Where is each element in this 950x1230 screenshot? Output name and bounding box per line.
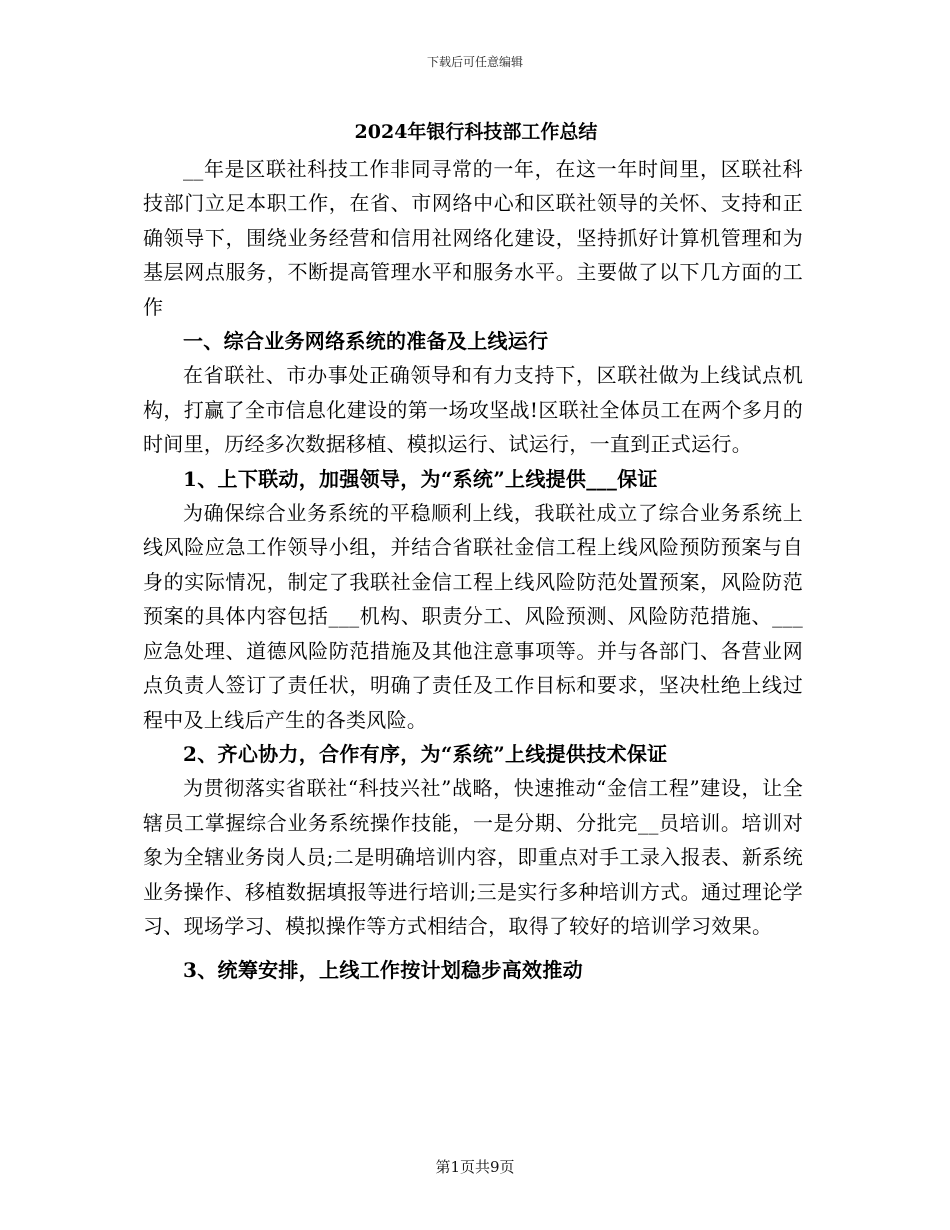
document-body — [143, 112, 803, 988]
subsection-2-paragraph: 为贯彻落实省联社“科技兴社”战略，快速推动“金信工程”建设，让全辖员工掌握综合业务系统操作技能，一是分期、分批完__员培训。培训对象为全辖业务岗人员;二是明确培训内容，即重点对手工录入报表、新系统业务操作、移植数据填报等进行培训;三是实行多种培训方式。通过理论学习、现场学习、模拟操作等方式相结合，取得了较好的培训学习效果。 — [143, 776, 803, 938]
intro-paragraph: __年是区联社科技工作非同寻常的一年，在这一年时间里，区联社科技部门立足本职工作，在省、市网络中心和区联社领导的关怀、支持和正确领导下，围绕业务经营和信用社网络化建设，坚持抓好计算机管理和为基层网点服务，不断提高管理水平和服务水平。主要做了以下几方面的工作 — [143, 157, 803, 319]
page-header-note: 下载后可任意编辑 — [426, 55, 523, 69]
document-title: 2024年银行科技部工作总结 — [354, 121, 598, 143]
page-number: 第1页共9页 — [435, 1158, 515, 1176]
section-1-heading: 一、综合业务网络系统的准备及上线运行 — [183, 329, 549, 354]
subsection-2-heading: 2、齐心协力，合作有序，为“系统”上线提供技术保证 — [183, 741, 668, 766]
section-1-paragraph: 在省联社、市办事处正确领导和有力支持下，区联社做为上线试点机构，打赢了全市信息化建设的第一场攻坚战!区联社全体员工在两个多月的时间里，历经多次数据移植、模拟运行、试运行，一直到正式运行。 — [143, 363, 803, 457]
subsection-3-heading: 3、统筹安排，上线工作按计划稳步高效推动 — [183, 958, 583, 983]
subsection-1-heading: 1、上下联动，加强领导，为“系统”上线提供___保证 — [183, 466, 658, 491]
subsection-1-paragraph: 为确保综合业务系统的平稳顺利上线，我联社成立了综合业务系统上线风险应急工作领导小组，并结合省联社金信工程上线风险预防预案与自身的实际情况，制定了我联社金信工程上线风险防范处置预案，风险防范预案的具体内容包括___机构、职责分工、风险预测、风险防范措施、___应急处理、道德风险防范措施及其他注意事项等。并与各部门、各营业网点负责人签订了责任状，明确了责任及工作目标和要求，坚决杜绝上线过程中及上线后产生的各类风险。 — [143, 501, 803, 732]
